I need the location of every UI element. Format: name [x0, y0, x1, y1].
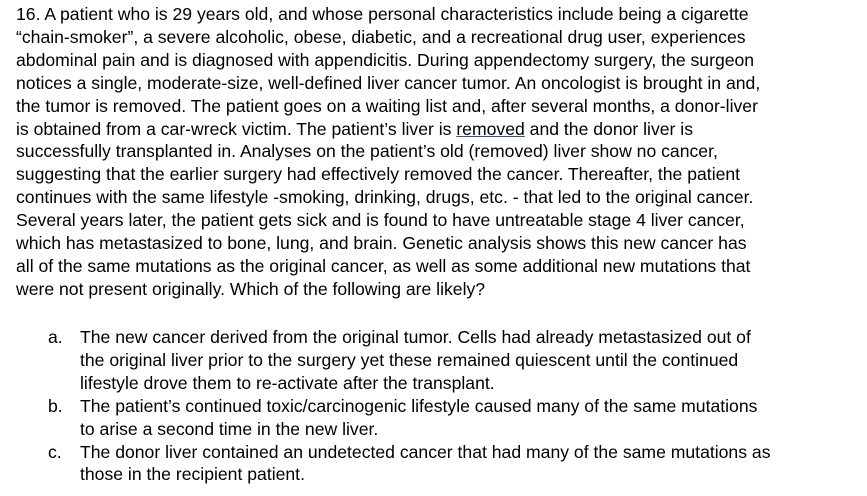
- question-line-segment: and the donor liver is: [524, 118, 693, 139]
- answer-option-a: [0, 326, 867, 395]
- question-text: [16, 3, 856, 301]
- option-marker: c.: [48, 441, 62, 462]
- question-line: the tumor is removed. The patient goes on a waiting list and, after several months, a donor-liver: [16, 95, 758, 116]
- option-line: to arise a second time in the new liver.: [80, 418, 379, 439]
- question-line: were not present originally. Which of the following are likely?: [16, 278, 486, 299]
- question-line: “chain-smoker”, a severe alcoholic, obese, diabetic, and a recreational drug user, experiences: [16, 26, 746, 47]
- option-line: The donor liver contained an undetected cancer that had many of the same mutations as: [80, 441, 771, 462]
- answer-options-list: [0, 326, 867, 486]
- question-line: successfully transplanted in. Analyses on the patient’s old (removed) liver show no cancer,: [16, 141, 718, 162]
- option-line: The new cancer derived from the original tumor. Cells had already metastasized out of: [80, 327, 751, 347]
- question-line: Several years later, the patient gets sick and is found to have untreatable stage 4 liver cancer,: [16, 210, 745, 231]
- question-line: all of the same mutations as the original cancer, as well as some additional new mutations that: [16, 255, 751, 276]
- question-line: which has metastasized to bone, lung, and brain. Genetic analysis shows this new cancer has: [16, 233, 747, 254]
- option-line: lifestyle drove them to re-activate after the transplant.: [80, 372, 495, 393]
- option-line: those in the recipient patient.: [80, 464, 305, 485]
- question-line: suggesting that the earlier surgery had effectively removed the cancer. Thereafter, the patient: [16, 164, 741, 185]
- option-line: the original liver prior to the surgery yet these remained quiescent until the continued: [80, 349, 739, 370]
- question-line-segment: is obtained from a car-wreck victim. The patient’s liver is: [16, 118, 457, 139]
- question-line: continues with the same lifestyle -smoking, drinking, drugs, etc. - that led to the original cancer.: [16, 187, 754, 208]
- option-line: The patient’s continued toxic/carcinogenic lifestyle caused many of the same mutations: [80, 395, 758, 416]
- question-line: abdominal pain and is diagnosed with appendicitis. During appendectomy surgery, the surgeon: [16, 49, 755, 70]
- answer-option-c: [0, 441, 867, 487]
- option-marker: b.: [48, 395, 63, 416]
- question-line: [16, 118, 856, 141]
- option-marker: a.: [48, 327, 63, 347]
- underlined-word: removed: [456, 118, 525, 139]
- question-line: 16. A patient who is 29 years old, and whose personal characteristics include being a cigarette: [16, 4, 749, 24]
- answer-option-b: [0, 395, 867, 441]
- question-line: notices a single, moderate-size, well-defined liver cancer tumor. An oncologist is brought in and,: [16, 72, 761, 93]
